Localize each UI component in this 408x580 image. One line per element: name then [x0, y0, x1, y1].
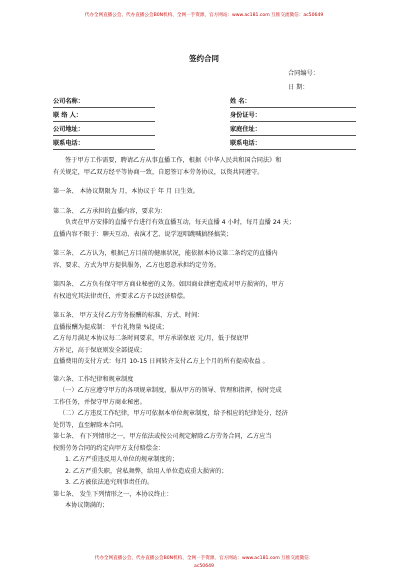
field-underline: [230, 121, 356, 122]
article-2-heading: 第二条、 乙方承担的直播内容，要求为：: [53, 207, 167, 215]
company-address-label: 公司地址：: [53, 126, 84, 133]
article-6-line: （二）乙方违反工作纪律，甲方可依据本单位规章制度，给予相应的纪律处分，经济: [59, 410, 288, 417]
contract-body: [53, 155, 295, 512]
company-name-label: 公司名称：: [53, 98, 84, 105]
article-7-item: 2. 乙方严重失职，营私舞弊，给用人单位造成重大损害的；: [65, 467, 228, 475]
field-underline: [230, 135, 356, 136]
article-2-line: 直播内容不限于：聊天互动、表演才艺、说学逗唱跳喊搞怪搞笑；: [53, 230, 233, 238]
contact-person-label: 联 络 人：: [53, 112, 83, 119]
article-3-line: 容、要求、方式为甲方提供服务，乙方也愿意承担约定劳务。: [53, 261, 221, 269]
intro-line: 签于甲方工作需要，聘请乙方从事直播工作，根据《中华人民共和国合同法》和: [65, 157, 282, 164]
article-7-item: 3. 乙方被依法追究刑事责任的。: [65, 479, 154, 486]
bottom-watermark-banner: [0, 555, 408, 571]
article-6-line: 工作任务，并保守甲方商业秘密。: [53, 398, 146, 406]
article-4-heading: 第四条、 乙方负有保守甲方商业秘密的义务。如因商业泄密造成对甲方损害的，甲方: [53, 281, 284, 288]
company-phone-label: 联系电话：: [53, 140, 84, 147]
article-7-item: 1. 乙方严重违反用人单位的规章制度的；: [65, 456, 179, 463]
field-underline: [230, 149, 356, 150]
article-7-line: 按照劳务合同的约定向甲方支付赔偿金：: [53, 444, 165, 452]
article-5-line: 方补足，高于保底则发全部提成；: [53, 346, 146, 354]
field-underline: [53, 107, 155, 108]
home-address-label: 家庭住址：: [230, 126, 261, 133]
id-number-label: 身份证号：: [230, 112, 261, 119]
field-underline: [53, 135, 155, 136]
contract-number-label: 合同编号：: [288, 70, 319, 77]
article-8-heading: 第七条、 发生下列情形之一，本协议终止：: [53, 490, 173, 498]
article-5-line: 乙方每月满足本协议每二条时间要求，甲方承诺保底 元/月，低于保底甲: [53, 335, 249, 342]
personal-phone-label: 联系电话：: [230, 140, 261, 147]
field-underline: [53, 121, 155, 122]
bottom-banner-line: 代办全网直播公会、代办直播公会B0N机构、全网一手资源，官方网站：www.ac181.com 互推交流微信：: [94, 556, 314, 561]
field-underline: [230, 107, 356, 108]
contract-title: 签约合同: [189, 54, 219, 63]
field-underline: [53, 149, 155, 150]
article-6-heading: 第六条、工作纪律和规章制度: [53, 375, 134, 383]
article-1: 第一条、 本协议期限为 月，本协议于 年 月 日生效。: [53, 188, 199, 195]
article-5-heading: 第五条、 甲方支付乙方劳务报酬的标准、方式、时间：: [53, 312, 204, 319]
date-label: 日 期：: [288, 84, 309, 91]
article-5-line: 直播报酬为提成制： 平台礼物量 %提成；: [53, 323, 168, 331]
top-watermark-banner: 代办全网直播公会、代办直播公会B0N机构、全网一手资源，官方网站：www.ac181.com 互推交流微信：ac50649: [84, 13, 324, 18]
article-4-line: 有权追究其法律责任，并要求乙方予以经济赔偿。: [53, 292, 190, 300]
intro-line: 有关规定，甲乙双方经平等协商一致，自愿签订本劳务协议，以资共同遵守。: [53, 168, 264, 176]
article-7-heading: 第七条、 有下列情形之一，甲方依法或按公司规定解除乙方劳务合同，乙方应当: [53, 433, 272, 440]
article-6-line: 处罚等，直至解除本合同。: [53, 421, 128, 429]
article-8-line: 本协议期满的；: [65, 502, 109, 509]
bottom-banner-line: ac50649: [194, 564, 214, 569]
article-5-line: 直播费用的支付方式：每月 10-15 日间转齐支付乙方上个月的所有提成收益 。: [53, 358, 269, 365]
article-3-heading: 第三条、 乙方认为，根据己方目前的健康状况，能依据本协议第二条约定的直播内: [53, 250, 278, 257]
article-6-line: （一）乙方应遵守甲方的各项规章制度，服从甲方的领导、管理和指挥，按时完成: [59, 387, 282, 394]
article-2-line: 负责在甲方安排的直播平台进行有效直播互动，每天直播 4 小时，每月直播 24 天；: [65, 219, 296, 226]
name-label: 姓 名：: [230, 98, 251, 105]
